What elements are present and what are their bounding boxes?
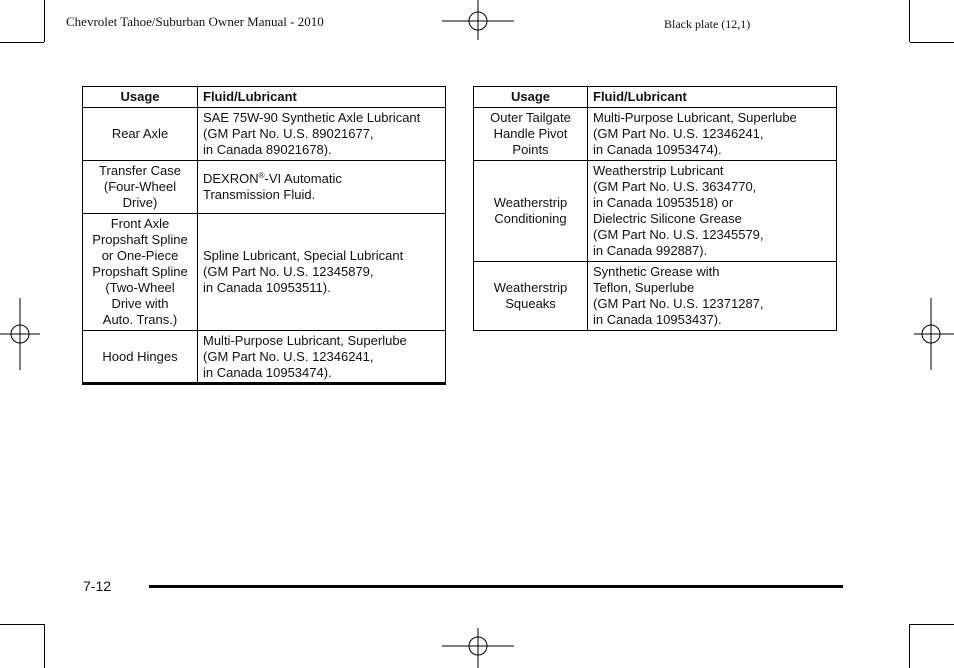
fluid-line: (GM Part No. U.S. 12345879, [203, 264, 374, 279]
table-row [83, 161, 446, 214]
usage-line: Rear Axle [111, 126, 169, 141]
usage-line: Weatherstrip [493, 280, 568, 295]
table-row [83, 331, 446, 384]
fluid-line: Transmission Fluid. [203, 187, 316, 202]
fluid-line: in Canada 89021678). [203, 142, 332, 157]
fluid-line: Weatherstrip Lubricant [593, 163, 724, 178]
usage-line: Drive) [122, 195, 158, 210]
fluid-line: (GM Part No. U.S. 3634770, [593, 179, 757, 194]
usage-line: Points [512, 142, 549, 157]
table-row [474, 108, 837, 161]
usage-line: (Four-Wheel [103, 179, 177, 194]
fluid-line: Spline Lubricant, Special Lubricant [203, 248, 404, 263]
crop-mark [44, 0, 45, 42]
table-row [474, 262, 837, 331]
usage-line: or One-Piece [101, 248, 179, 263]
column-header-usage: Usage [83, 87, 198, 108]
fluid-line: (GM Part No. U.S. 12371287, [593, 296, 764, 311]
fluid-line: in Canada 10953437). [593, 312, 722, 327]
usage-cell [83, 331, 198, 384]
fluid-cell [198, 161, 446, 214]
fluid-line: Teflon, Superlube [593, 280, 695, 295]
usage-cell [83, 214, 198, 331]
usage-line: (Two-Wheel [105, 280, 175, 295]
fluid-line: (GM Part No. U.S. 12346241, [203, 348, 374, 364]
fluid-line: in Canada 10953474). [203, 364, 332, 380]
registered-mark: ® [258, 171, 265, 180]
plate-label: Black plate (12,1) [664, 17, 751, 31]
table-header-row [83, 87, 446, 108]
fluid-line: in Canada 992887). [593, 243, 708, 258]
fluid-line: (GM Part No. U.S. 89021677, [203, 126, 374, 141]
fluid-cell [198, 214, 446, 331]
fluid-cell [588, 262, 837, 331]
crop-mark [910, 42, 954, 43]
fluid-line: (GM Part No. U.S. 12345579, [593, 227, 764, 242]
fluid-cell [198, 331, 446, 384]
registration-mark-icon [0, 298, 40, 370]
crop-mark [44, 624, 45, 668]
fluid-line: Dielectric Silicone Grease [593, 211, 742, 226]
table-row [83, 108, 446, 161]
usage-line: Propshaft Spline [92, 264, 188, 279]
crop-mark [909, 0, 910, 42]
usage-line: Auto. Trans.) [102, 312, 178, 327]
usage-line: Conditioning [494, 211, 567, 226]
footer-rule [149, 585, 843, 588]
usage-line: Hood Hinges [102, 348, 178, 364]
crop-mark [0, 624, 44, 625]
usage-line: Front Axle [110, 216, 170, 231]
fluid-line: in Canada 10953511). [203, 280, 331, 295]
lubricant-table-right [473, 86, 837, 331]
lubricant-table-left [82, 86, 446, 385]
usage-line: Drive with [111, 296, 169, 311]
fluid-line: in Canada 10953474). [593, 142, 722, 157]
registration-mark-icon [442, 628, 514, 668]
registration-mark-icon [914, 298, 954, 370]
column-header-fluid: Fluid/Lubricant [198, 87, 446, 108]
table-row [83, 214, 446, 331]
fluid-line: in Canada 10953518) or [593, 195, 734, 210]
fluid-line: Multi-Purpose Lubricant, Superlube [203, 332, 407, 348]
table-header-row [474, 87, 837, 108]
fluid-line: DEXRON®-VI Automatic [203, 171, 342, 186]
usage-line: Squeaks [505, 296, 556, 311]
page-number: 7-12 [83, 578, 112, 594]
usage-cell [83, 108, 198, 161]
usage-cell [474, 108, 588, 161]
usage-line: Handle Pivot [493, 126, 568, 141]
usage-line: Transfer Case [99, 163, 181, 178]
column-header-usage: Usage [474, 87, 588, 108]
fluid-line: Synthetic Grease with [593, 264, 720, 279]
usage-cell [474, 262, 588, 331]
fluid-line: SAE 75W-90 Synthetic Axle Lubricant [203, 110, 421, 125]
crop-mark [909, 624, 910, 668]
usage-cell [83, 161, 198, 214]
registration-mark-icon [442, 0, 514, 40]
usage-cell [474, 161, 588, 262]
table-row [474, 161, 837, 262]
fluid-cell [588, 161, 837, 262]
usage-line: Outer Tailgate [490, 110, 571, 125]
fluid-cell [588, 108, 837, 161]
usage-line: Propshaft Spline [92, 232, 188, 247]
usage-line: Weatherstrip [493, 195, 568, 210]
crop-mark [0, 42, 44, 43]
fluid-cell [198, 108, 446, 161]
fluid-line: (GM Part No. U.S. 12346241, [593, 126, 764, 141]
crop-mark [910, 624, 954, 625]
fluid-line: Multi-Purpose Lubricant, Superlube [593, 110, 797, 125]
running-header: Chevrolet Tahoe/Suburban Owner Manual - 2010 [66, 14, 324, 29]
column-header-fluid: Fluid/Lubricant [588, 87, 837, 108]
